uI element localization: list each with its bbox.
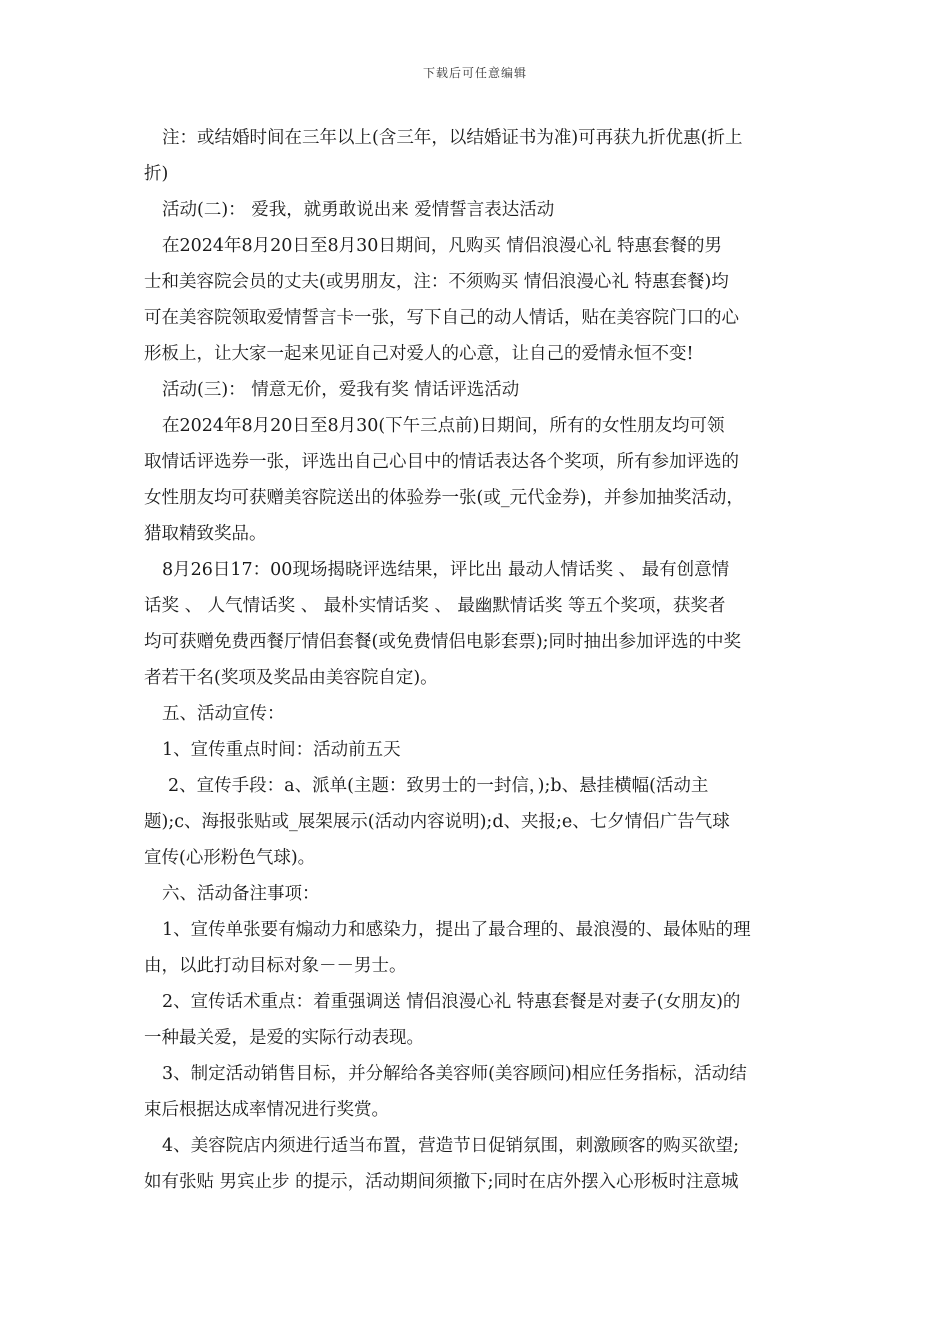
text-line: 1、宣传重点时间：活动前五天 (162, 740, 401, 760)
text-line: 折) (144, 164, 169, 184)
text-line: 女性朋友均可获赠美容院送出的体验券一张(或_元代金券)，并参加抽奖活动， (144, 488, 744, 508)
text-line: 形板上，让大家一起来见证自己对爱人的心意，让自己的爱情永恒不变! (144, 344, 694, 364)
section-heading: 六、活动备注事项： (162, 884, 320, 904)
text-line: 束后根据达成率情况进行奖赏。 (144, 1100, 389, 1120)
text-line: 话奖 、 人气情话奖 、 最朴实情话奖 、 最幽默情话奖 等五个奖项，获奖者 (144, 596, 726, 616)
text-line: 宣传(心形粉色气球)。 (144, 848, 316, 868)
text-line: 由，以此打动目标对象－－男士。 (144, 956, 407, 976)
document-body (144, 120, 808, 1200)
text-line: 8月26日17：00现场揭晓评选结果，评比出 最动人情话奖 、 最有创意情 (162, 560, 730, 580)
text-line: 注：或结婚时间在三年以上(含三年，以结婚证书为准)可再获九折优惠(折上 (162, 128, 743, 148)
text-line: 题);c、海报张贴或_展架展示(活动内容说明);d、夹报;e、七夕情侣广告气球 (144, 812, 730, 832)
text-line: 士和美容院会员的丈夫(或男朋友，注：不须购买 情侣浪漫心礼 特惠套餐)均 (144, 272, 729, 292)
text-line: 均可获赠免费西餐厅情侣套餐(或免费情侣电影套票);同时抽出参加评选的中奖 (144, 632, 742, 652)
text-line: 在2024年8月20日至8月30日期间，凡购买 情侣浪漫心礼 特惠套餐的男 (162, 236, 722, 256)
text-line: 在2024年8月20日至8月30(下午三点前)日期间，所有的女性朋友均可领 (162, 416, 725, 436)
text-line: 1、宣传单张要有煽动力和感染力，提出了最合理的、最浪漫的、最体贴的理 (162, 920, 751, 940)
text-line: 一种最关爱，是爱的实际行动表现。 (144, 1028, 424, 1048)
page-header: 下载后可任意编辑 (422, 66, 527, 80)
section-heading: 五、活动宣传： (162, 704, 285, 724)
section-heading: 活动(二)： 爱我，就勇敢说出来 爱情誓言表达活动 (162, 200, 555, 220)
text-line: 猎取精致奖品。 (144, 524, 267, 544)
text-line: 如有张贴 男宾止步 的提示，活动期间须撤下;同时在店外摆入心形板时注意城 (144, 1172, 739, 1192)
section-heading: 活动(三)： 情意无价，爱我有奖 情话评选活动 (162, 380, 520, 400)
text-line: 3、制定活动销售目标，并分解给各美容师(美容顾问)相应任务指标，活动结 (162, 1064, 747, 1084)
text-line: 者若干名(奖项及奖品由美容院自定)。 (144, 668, 438, 688)
text-line: 可在美容院领取爱情誓言卡一张，写下自己的动人情话，贴在美容院门口的心 (144, 308, 739, 328)
text-line: 2、宣传手段：a、派单(主题：致男士的一封信，);b、悬挂横幅(活动主 (168, 776, 709, 796)
text-line: 取情话评选券一张，评选出自己心目中的情话表达各个奖项，所有参加评选的 (144, 452, 739, 472)
text-line: 2、宣传话术重点：着重强调送 情侣浪漫心礼 特惠套餐是对妻子(女朋友)的 (162, 992, 741, 1012)
text-line: 4、美容院店内须进行适当布置，营造节日促销氛围，刺激顾客的购买欲望; (162, 1136, 740, 1156)
